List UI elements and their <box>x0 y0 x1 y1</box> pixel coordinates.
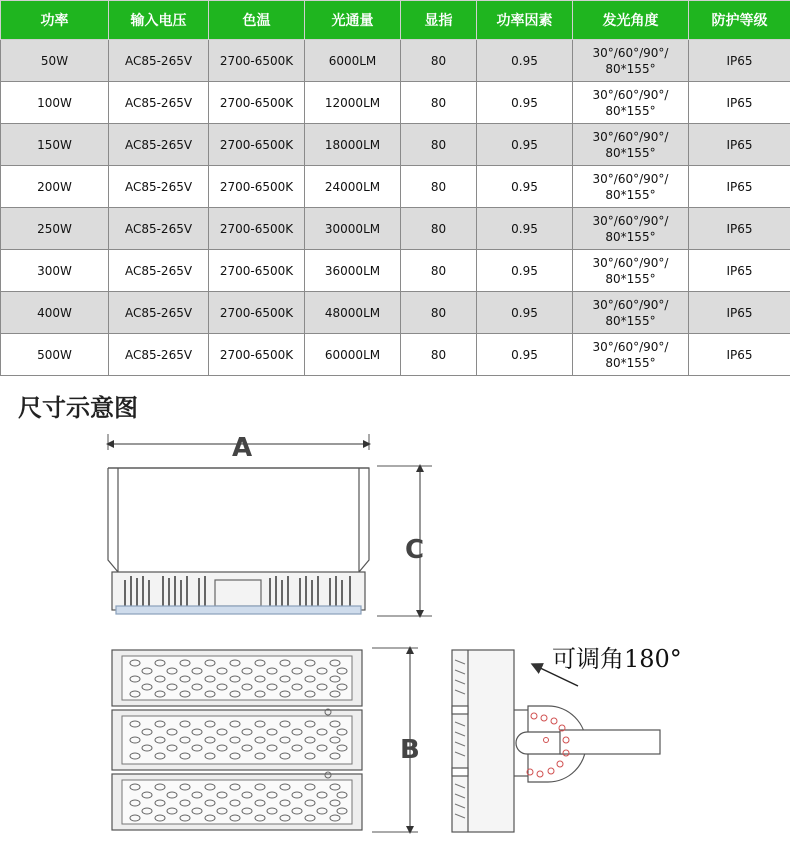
cell-ip: IP65 <box>689 166 790 208</box>
cell-pf: 0.95 <box>477 292 573 334</box>
cell-cct: 2700-6500K <box>209 82 305 124</box>
adjustable-angle-annotation: 可调角180° <box>552 645 682 673</box>
cell-pf: 0.95 <box>477 40 573 82</box>
cell-ip: IP65 <box>689 292 790 334</box>
cell-flux: 48000LM <box>305 292 401 334</box>
cell-angle <box>573 82 689 124</box>
cell-cri: 80 <box>401 40 477 82</box>
cell-flux: 18000LM <box>305 124 401 166</box>
cell-power: 100W <box>1 82 109 124</box>
cell-voltage: AC85-265V <box>109 124 209 166</box>
cell-cct: 2700-6500K <box>209 292 305 334</box>
cell-angle <box>573 166 689 208</box>
cell-cri: 80 <box>401 82 477 124</box>
cell-ip: IP65 <box>689 124 790 166</box>
cell-angle-line2: 80*155° <box>605 145 656 160</box>
cell-flux: 36000LM <box>305 250 401 292</box>
cell-power: 50W <box>1 40 109 82</box>
cell-pf: 0.95 <box>477 82 573 124</box>
cell-angle-line1: 30°/60°/90°/ <box>592 297 669 312</box>
cell-angle-line1: 30°/60°/90°/ <box>592 171 669 186</box>
table-row <box>1 166 790 208</box>
table-row <box>1 334 790 376</box>
cell-pf: 0.95 <box>477 124 573 166</box>
front-view <box>108 468 369 614</box>
cell-angle <box>573 124 689 166</box>
cell-flux: 30000LM <box>305 208 401 250</box>
led-module-3 <box>112 772 362 830</box>
cell-angle <box>573 40 689 82</box>
cell-angle-line2: 80*155° <box>605 187 656 202</box>
table-row <box>1 250 790 292</box>
cell-cct: 2700-6500K <box>209 250 305 292</box>
cell-power: 150W <box>1 124 109 166</box>
cell-cri: 80 <box>401 208 477 250</box>
cell-power: 300W <box>1 250 109 292</box>
cell-voltage: AC85-265V <box>109 292 209 334</box>
cell-power: 500W <box>1 334 109 376</box>
table-row <box>1 82 790 124</box>
cell-ip: IP65 <box>689 250 790 292</box>
cell-angle-line1: 30°/60°/90°/ <box>592 255 669 270</box>
header-cri: 显指 <box>401 1 477 40</box>
dimension-a-label: A <box>232 433 253 463</box>
header-cct: 色温 <box>209 1 305 40</box>
cell-voltage: AC85-265V <box>109 334 209 376</box>
cell-voltage: AC85-265V <box>109 250 209 292</box>
cell-pf: 0.95 <box>477 334 573 376</box>
cell-angle-line2: 80*155° <box>605 271 656 286</box>
cell-pf: 0.95 <box>477 208 573 250</box>
cell-pf: 0.95 <box>477 166 573 208</box>
cell-angle-line1: 30°/60°/90°/ <box>592 129 669 144</box>
cell-voltage: AC85-265V <box>109 166 209 208</box>
header-ip: 防护等级 <box>689 1 790 40</box>
cell-flux: 24000LM <box>305 166 401 208</box>
cell-power: 400W <box>1 292 109 334</box>
cell-flux: 6000LM <box>305 40 401 82</box>
cell-cri: 80 <box>401 250 477 292</box>
cell-angle-line1: 30°/60°/90°/ <box>592 45 669 60</box>
cell-voltage: AC85-265V <box>109 82 209 124</box>
cell-cri: 80 <box>401 166 477 208</box>
cell-cri: 80 <box>401 292 477 334</box>
cell-angle-line1: 30°/60°/90°/ <box>592 213 669 228</box>
cell-angle-line1: 30°/60°/90°/ <box>592 87 669 102</box>
section-title: 尺寸示意图 <box>18 394 138 422</box>
led-module-2 <box>112 709 362 770</box>
table-header-row <box>1 1 790 40</box>
dimension-diagram <box>0 420 790 842</box>
cell-angle-line2: 80*155° <box>605 313 656 328</box>
dimension-b-label: B <box>400 735 420 765</box>
cell-angle-line2: 80*155° <box>605 61 656 76</box>
side-view <box>452 650 660 832</box>
cell-ip: IP65 <box>689 82 790 124</box>
cell-ip: IP65 <box>689 334 790 376</box>
header-pf: 功率因素 <box>477 1 573 40</box>
header-voltage: 输入电压 <box>109 1 209 40</box>
cell-cct: 2700-6500K <box>209 208 305 250</box>
cell-angle <box>573 250 689 292</box>
cell-angle-line1: 30°/60°/90°/ <box>592 339 669 354</box>
cell-power: 200W <box>1 166 109 208</box>
cell-ip: IP65 <box>689 40 790 82</box>
cell-cct: 2700-6500K <box>209 124 305 166</box>
cell-pf: 0.95 <box>477 250 573 292</box>
cell-cct: 2700-6500K <box>209 40 305 82</box>
table-row <box>1 208 790 250</box>
cell-voltage: AC85-265V <box>109 208 209 250</box>
table-row <box>1 40 790 82</box>
cell-ip: IP65 <box>689 208 790 250</box>
table-row <box>1 292 790 334</box>
cell-flux: 60000LM <box>305 334 401 376</box>
cell-flux: 12000LM <box>305 82 401 124</box>
header-power: 功率 <box>1 1 109 40</box>
bottom-view <box>112 650 362 830</box>
cell-cri: 80 <box>401 334 477 376</box>
led-module-1 <box>112 650 362 706</box>
header-angle: 发光角度 <box>573 1 689 40</box>
dimension-c-label: C <box>405 535 425 565</box>
table-row <box>1 124 790 166</box>
cell-cct: 2700-6500K <box>209 334 305 376</box>
cell-cct: 2700-6500K <box>209 166 305 208</box>
cell-voltage: AC85-265V <box>109 40 209 82</box>
cell-cri: 80 <box>401 124 477 166</box>
cell-angle-line2: 80*155° <box>605 355 656 370</box>
cell-angle <box>573 334 689 376</box>
cell-angle-line2: 80*155° <box>605 229 656 244</box>
cell-angle <box>573 208 689 250</box>
cell-angle <box>573 292 689 334</box>
spec-table <box>0 0 790 376</box>
cell-angle-line2: 80*155° <box>605 103 656 118</box>
header-flux: 光通量 <box>305 1 401 40</box>
cell-power: 250W <box>1 208 109 250</box>
